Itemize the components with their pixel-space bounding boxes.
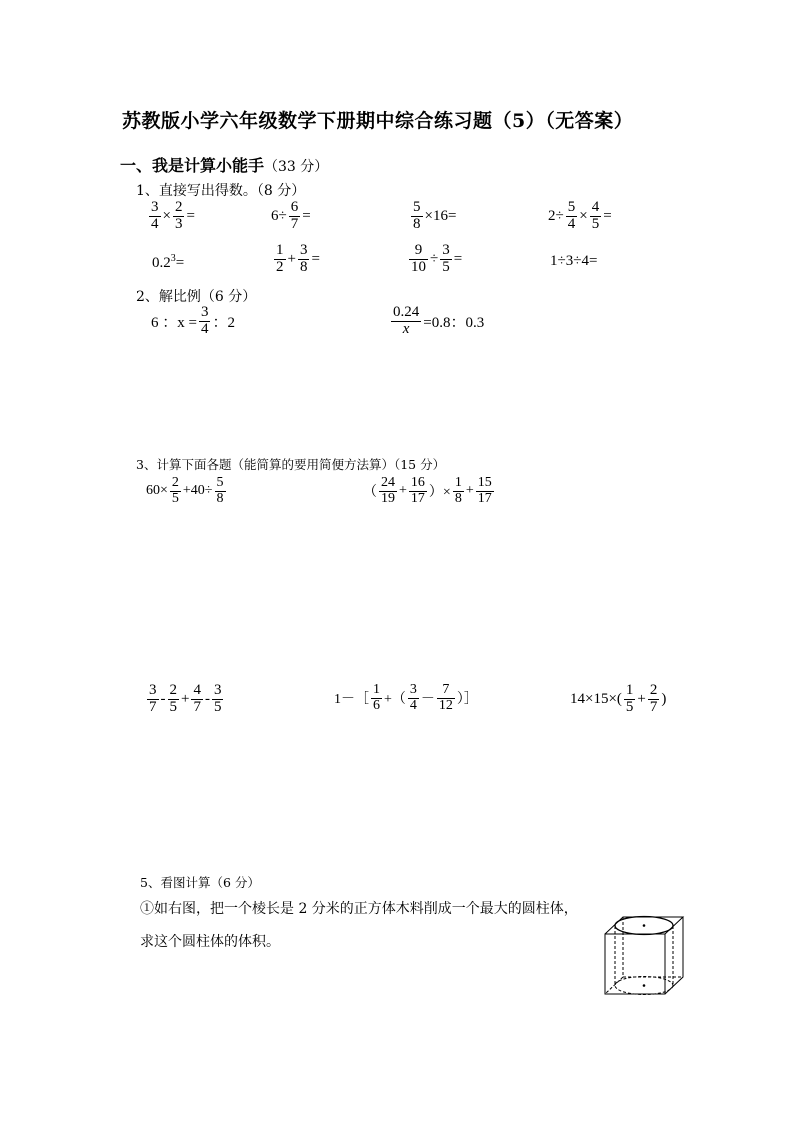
page-title: 苏教版小学六年级数学下册期中综合练习题（5）（无答案） xyxy=(122,110,634,132)
q1-item-g: $\frac{9}{10}$ ÷ $\frac{3}{5}$ = xyxy=(411,242,463,275)
cylinder-bottom-center xyxy=(643,984,646,987)
section-heading xyxy=(120,153,328,176)
q1-item-e: $0.2^3=$ xyxy=(152,253,185,271)
q1-item-f: $\frac{1}{2}$ + $\frac{3}{8}$ = xyxy=(276,242,320,275)
q3-expr-3: $\frac{3}{7}$ - $\frac{2}{5}$ + $\frac{4}{7}$ - $\frac{3}{5}$ xyxy=(149,682,222,715)
q5-text-line-1: ①如右图，把一个棱长是 2 分米的正方体木料削成一个最大的圆柱体， xyxy=(140,901,578,917)
cube-hidden-edge xyxy=(605,977,623,994)
section-title: 一、我是计算小能手 xyxy=(120,156,265,175)
question-5-label: 5、看图计算（6 分） xyxy=(140,875,260,890)
question-3-label: 3、计算下面各题（能简算的要用简便方法算）（15 分） xyxy=(136,457,446,472)
section-points: （33 分） xyxy=(264,159,329,175)
q1-item-a: $\frac{3}{4}$ × $\frac{2}{3}$ = xyxy=(151,199,195,232)
q3-expr-4: 1－［ $\frac{1}{6}$ +（ $\frac{3}{4}$ － $\frac{7}{12}$ ）］ xyxy=(334,682,478,713)
q3-expr-2: （ $\frac{24}{19}$ + $\frac{16}{17}$ ）× $\frac{1}{8}$ + $\frac{15}{17}$ xyxy=(363,475,492,506)
q3-expr-1: 60× $\frac{2}{5}$ +40÷ $\frac{5}{8}$ xyxy=(146,475,224,506)
question-1-label: 1、直接写出得数。（8 分） xyxy=(136,183,306,199)
question-2-label: 2、解比例（6 分） xyxy=(136,289,257,305)
q1-item-c: $\frac{5}{8}$ ×16= xyxy=(413,199,457,232)
q2-equation-2: $\frac{0.24}{x}$ =0.8：0.3 xyxy=(393,304,485,337)
cube-cylinder-figure xyxy=(596,912,688,1002)
q3-expr-5: 14×15×( $\frac{1}{5}$ + $\frac{2}{7}$ ) xyxy=(570,682,667,715)
q5-text-line-2: 求这个圆柱体的体积。 xyxy=(140,934,280,950)
cube-right-face xyxy=(665,917,683,994)
cylinder-top-center xyxy=(643,924,646,927)
q2-equation-1: 6 ：x = $\frac{3}{4}$ ：2 xyxy=(151,304,235,337)
q1-item-d: 2÷ $\frac{5}{4}$ × $\frac{4}{5}$ = xyxy=(548,199,612,232)
q1-item-h: 1÷3÷4= xyxy=(550,253,598,269)
q1-item-b: 6÷ $\frac{6}{7}$ = xyxy=(271,199,311,232)
